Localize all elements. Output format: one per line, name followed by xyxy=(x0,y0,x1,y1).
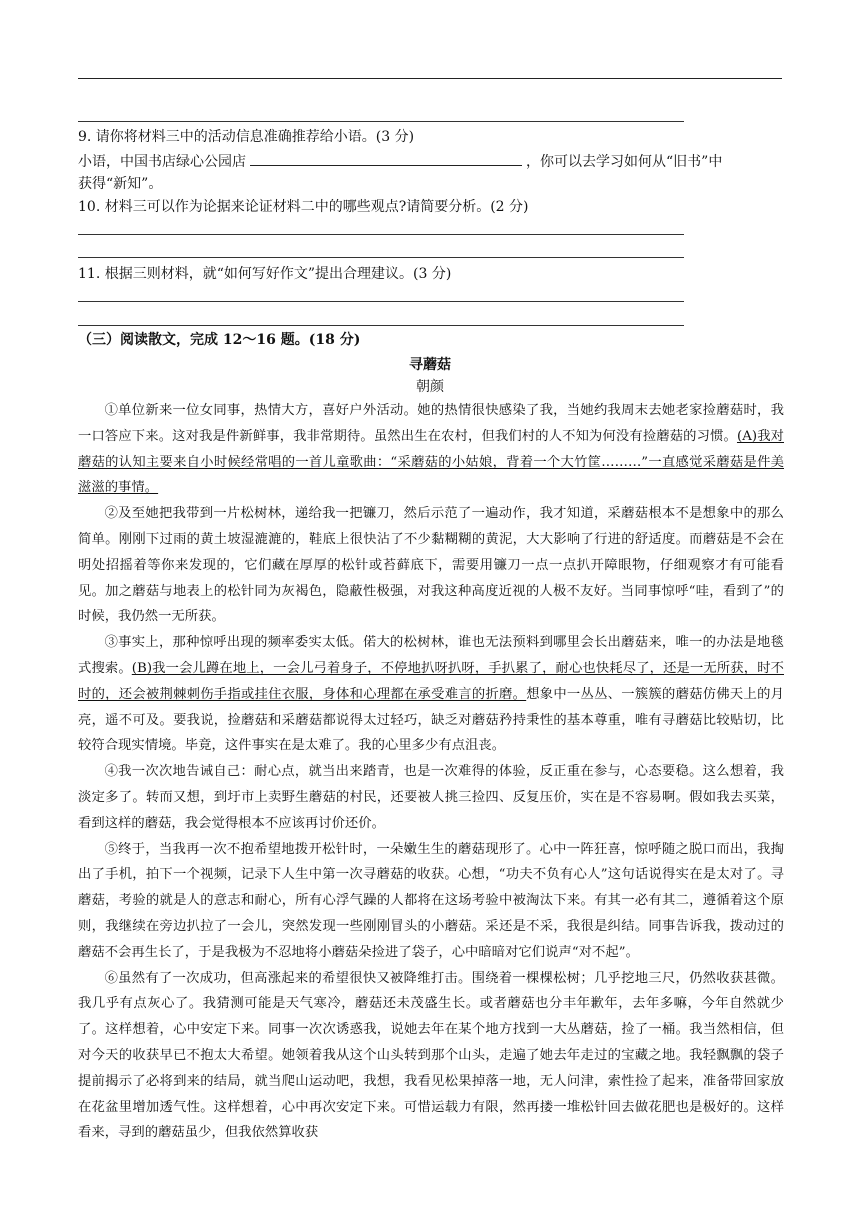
question-9-fill xyxy=(78,151,722,172)
fill-suffix: ，你可以去学习如何从“旧书”中 xyxy=(526,154,723,170)
paragraph-6: ⑥虽然有了一次成功，但高涨起来的希望很快又被降维打击。围绕着一棵棵松树；几乎挖地三尺，仍然收获甚微。我几乎有点灰心了。我猜测可能是天气寒冷，蘑菇还未茂盛生长。或者蘑菇也分丰年歉年，去年多嘛，今年自然就少了。这样想着，心中安定下来。同事一次次诱惑我，说她去年在某个地方找到一大丛蘑菇，捡了一桶。我当然相信，但对今天的收获早已不抱太大希望。她领着我从这个山头转到那个山头，走遍了她去年走过的宝藏之地。我轻飘飘的袋子提前揭示了必将到来的结局，就当爬山运动吧，我想，我看见松果掉落一地，无人问津，索性捡了起来，准备带回家放在花盆里增加透气性。这样想着，心中再次安定下来。可惜运载力有限，然再搂一堆松针回去做花肥也是极好的。这样看来，寻到的蘑菇虽少，但我依然算收获 xyxy=(78,970,784,1141)
answer-line xyxy=(78,121,684,122)
answer-line xyxy=(78,301,684,302)
top-rule xyxy=(78,78,782,79)
answer-line xyxy=(78,325,684,326)
fill-blank[interactable] xyxy=(250,151,522,166)
paragraph-2: ②及至她把我带到一片松树林，递给我一把镰刀，然后示范了一遍动作，我才知道，采蘑菇根本不是想象中的那么简单。刚刚下过雨的黄土坡湿漉漉的，鞋底上很快沾了不少黏糊糊的黄泥，大大影响了行进的舒适度。而蘑菇是不会在明处招摇着等你来发现的，它们藏在厚厚的松针或苔藓底下，需要用镰刀一点一点扒开障眼物，仔细观察才有可能看见。加之蘑菇与地表上的松针同为灰褐色，隐蔽性极强，对我这种高度近视的人极不友好。当同事惊呼“哇，看到了”的时候，我仍然一无所获。 xyxy=(78,506,784,625)
essay-title: 寻蘑菇 xyxy=(409,357,451,373)
answer-line xyxy=(78,257,684,258)
paragraph-4: ④我一次次地告诫自己：耐心点，就当出来踏青，也是一次难得的体验，反正重在参与，心态要稳。这么想着，我淡定多了。转而又想，到圩市上卖野生蘑菇的村民，还要被人挑三捡四、反复压价，实在是不容易啊。假如我去买菜，看到这样的蘑菇，我会觉得根本不应该再讨价还价。 xyxy=(78,764,784,831)
essay-author: 朝颜 xyxy=(416,379,444,395)
question-9-fill-cont: 获得“新知”。 xyxy=(78,176,163,192)
underlined-sentence-b: (B)我一会儿蹲在地上，一会儿弓着身子，不停地扒呀扒呀，手扒累了，耐心也快耗尽了，还是一无所获，时不时的，还会被荆棘刺伤手指或挂住衣服，身体和心理都在承受难言的折磨。 xyxy=(78,660,784,702)
essay-body xyxy=(78,398,784,1146)
fill-prefix: 小语，中国书店绿心公园店 xyxy=(78,154,246,170)
section-heading: （三）阅读散文，完成 12～16 题。(18 分) xyxy=(78,332,361,348)
underlined-sentence-a: (A)我对蘑菇的认知主要来自小时候经常唱的一首儿童歌曲：“采蘑菇的小姑娘，背着一个大竹筐………”一直感觉采蘑菇是件美滋滋的事情。 xyxy=(78,428,784,496)
question-10: 10. 材料三可以作为论据来论证材料二中的哪些观点?请简要分析。(2 分) xyxy=(78,199,529,215)
paragraph-1: ①单位新来一位女同事，热情大方，喜好户外活动。她的热情很快感染了我，当她约我周末去她老家捡蘑菇时，我一口答应下来。这对我是件新鲜事，我非常期待。虽然出生在农村，但我们村的人不知为何没有捡蘑菇的习惯。(A)我对蘑菇的认知主要来自小时候经常唱的一首儿童歌曲：“采蘑菇的小姑娘，背着一个大竹筐………”一直感觉采蘑菇是件美滋滋的事情。 xyxy=(78,403,784,496)
question-9: 9. 请你将材料三中的活动信息准确推荐给小语。(3 分) xyxy=(78,129,415,145)
paragraph-3: ③事实上，那种惊呼出现的频率委实太低。偌大的松树林，谁也无法预料到哪里会长出蘑菇来，唯一的办法是地毯式搜索。(B)我一会儿蹲在地上，一会儿弓着身子，不停地扒呀扒呀，手扒累了，耐心也快耗尽了，还是一无所获，时不时的，还会被荆棘刺伤手指或挂住衣服，身体和心理都在承受难言的折磨。想象中一丛丛、一簇簇的蘑菇仿佛天上的月亮，遥不可及。要我说，捡蘑菇和采蘑菇都说得太过轻巧，缺乏对蘑菇矜持秉性的基本尊重，唯有寻蘑菇比较贴切，比较符合现实情境。毕竟，这件事实在是太难了。我的心里多少有点沮丧。 xyxy=(78,635,784,754)
question-11: 11. 根据三则材料，就“如何写好作文”提出合理建议。(3 分) xyxy=(78,266,452,282)
answer-line xyxy=(78,234,684,235)
paragraph-5: ⑤终于，当我再一次不抱希望地拨开松针时，一朵嫩生生的蘑菇现形了。心中一阵狂喜，惊呼随之脱口而出，我掏出了手机，拍下一个视频，记录下人生中第一次寻蘑菇的收获。心想，“功夫不负有心人”这句话说得实在是太对了。寻蘑菇，考验的就是人的意志和耐心，所有心浮气躁的人都将在这场考验中被淘汰下来。有其一必有其二，遵循着这个原则，我继续在旁边扒拉了一会儿，突然发现一些刚刚冒头的小蘑菇。采还是不采，我很是纠结。同事告诉我，拨动过的蘑菇不会再生长了，于是我极为不忍地将小蘑菇朵捡进了袋子，心中暗暗对它们说声“对不起”。 xyxy=(78,841,784,960)
